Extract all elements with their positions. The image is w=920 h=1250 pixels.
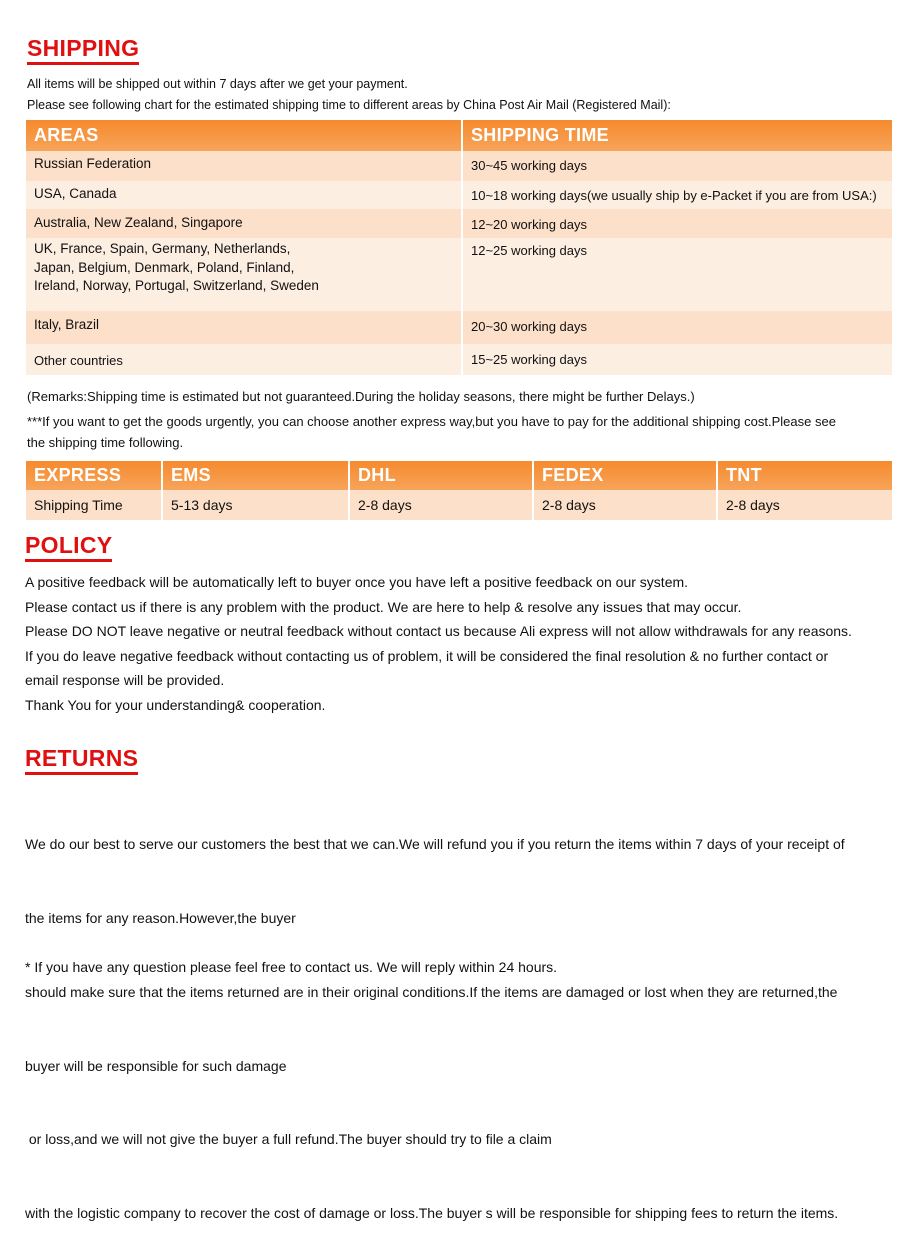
shipping-time-label: Shipping Time	[26, 490, 162, 520]
time-cell: 12~25 working days	[462, 238, 892, 311]
shipping-time-table	[26, 120, 892, 375]
area-cell: Other countries	[26, 344, 462, 375]
areas-header: AREAS	[26, 120, 462, 151]
area-line: Ireland, Norway, Portugal, Switzerland, Sweden	[34, 278, 319, 293]
shipping-heading: SHIPPING	[27, 37, 139, 65]
dhl-header: DHL	[349, 461, 533, 490]
express-header: EXPRESS	[26, 461, 162, 490]
express-note	[27, 411, 836, 453]
returns-line: with the logistic company to recover the cost of damage or loss.The buyer s will be responsible for shipping fees to return the items.	[25, 1205, 839, 1222]
table-row	[26, 238, 892, 311]
time-cell: 12~20 working days	[462, 209, 892, 238]
time-cell: 10~18 working days(we usually ship by e-Packet if you are from USA:)	[462, 181, 892, 209]
table-row	[26, 344, 892, 375]
table-row	[26, 151, 892, 181]
returns-line: should make sure that the items returned are in their original conditions.If the items are damaged or lost when they are returned,the	[25, 983, 838, 1000]
express-note-line: the shipping time following.	[27, 435, 184, 450]
time-cell: 20~30 working days	[462, 311, 892, 344]
area-line: UK, France, Spain, Germany, Netherlands,	[34, 241, 291, 256]
policy-line: A positive feedback will be automatically left to buyer once you have left a positive feedback on our system.	[25, 574, 689, 590]
tnt-header: TNT	[717, 461, 892, 490]
time-cell: 30~45 working days	[462, 151, 892, 181]
returns-line: buyer will be responsible for such damage	[25, 1057, 287, 1074]
policy-line: Please contact us if there is any problem with the product. We are here to help & resolve any issues that may occur.	[25, 598, 742, 615]
table-row	[26, 311, 892, 344]
area-cell: USA, Canada	[26, 181, 462, 209]
returns-line: the items for any reason.However,the buyer	[25, 909, 296, 926]
policy-line: Thank You for your understanding& cooperation.	[25, 696, 326, 713]
express-note-line: ***If you want to get the goods urgently, you can choose another express way,but you have to pay for the additional shipping cost.Please see	[27, 414, 836, 429]
table-row	[26, 490, 892, 520]
policy-line: Please DO NOT leave negative or neutral feedback without contact us because Ali express will not allow withdrawals for any reasons.	[25, 623, 852, 640]
area-cell: Italy, Brazil	[26, 311, 462, 344]
express-table	[26, 461, 892, 520]
fedex-time: 2-8 days	[533, 490, 717, 520]
ems-header: EMS	[162, 461, 349, 490]
shipping-intro-2: Please see following chart for the estimated shipping time to different areas by China Post Air Mail (Registered Mail):	[27, 98, 671, 112]
returns-heading: RETURNS	[25, 747, 138, 775]
policy-line: email response will be provided.	[25, 672, 225, 689]
area-cell: Australia, New Zealand, Singapore	[26, 209, 462, 238]
ems-time: 5-13 days	[162, 490, 349, 520]
remarks-text: (Remarks:Shipping time is estimated but not guaranteed.During the holiday seasons, there might be further Delays.)	[27, 389, 695, 404]
policy-heading: POLICY	[25, 534, 112, 562]
returns-text	[25, 783, 845, 1250]
table-row	[26, 181, 892, 209]
contact-footer: * If you have any question please feel free to contact us. We will reply within 24 hours.	[25, 959, 558, 975]
returns-line: We do our best to serve our customers the best that we can.We will refund you if you return the items within 7 days of your receipt of	[25, 836, 845, 853]
table-row	[26, 209, 892, 238]
shipping-time-header: SHIPPING TIME	[462, 120, 892, 151]
returns-line: or loss,and we will not give the buyer a full refund.The buyer should try to file a claim	[25, 1131, 552, 1148]
dhl-time: 2-8 days	[349, 490, 533, 520]
time-cell: 15~25 working days	[462, 344, 892, 375]
policy-text	[25, 570, 852, 718]
area-cell	[26, 238, 462, 311]
fedex-header: FEDEX	[533, 461, 717, 490]
tnt-time: 2-8 days	[717, 490, 892, 520]
area-line: Japan, Belgium, Denmark, Poland, Finland,	[34, 259, 295, 275]
policy-line: If you do leave negative feedback without contacting us of problem, it will be considered the final resolution & no further contact or	[25, 647, 829, 664]
area-cell: Russian Federation	[26, 151, 462, 181]
shipping-intro-1: All items will be shipped out within 7 days after we get your payment.	[27, 77, 408, 91]
